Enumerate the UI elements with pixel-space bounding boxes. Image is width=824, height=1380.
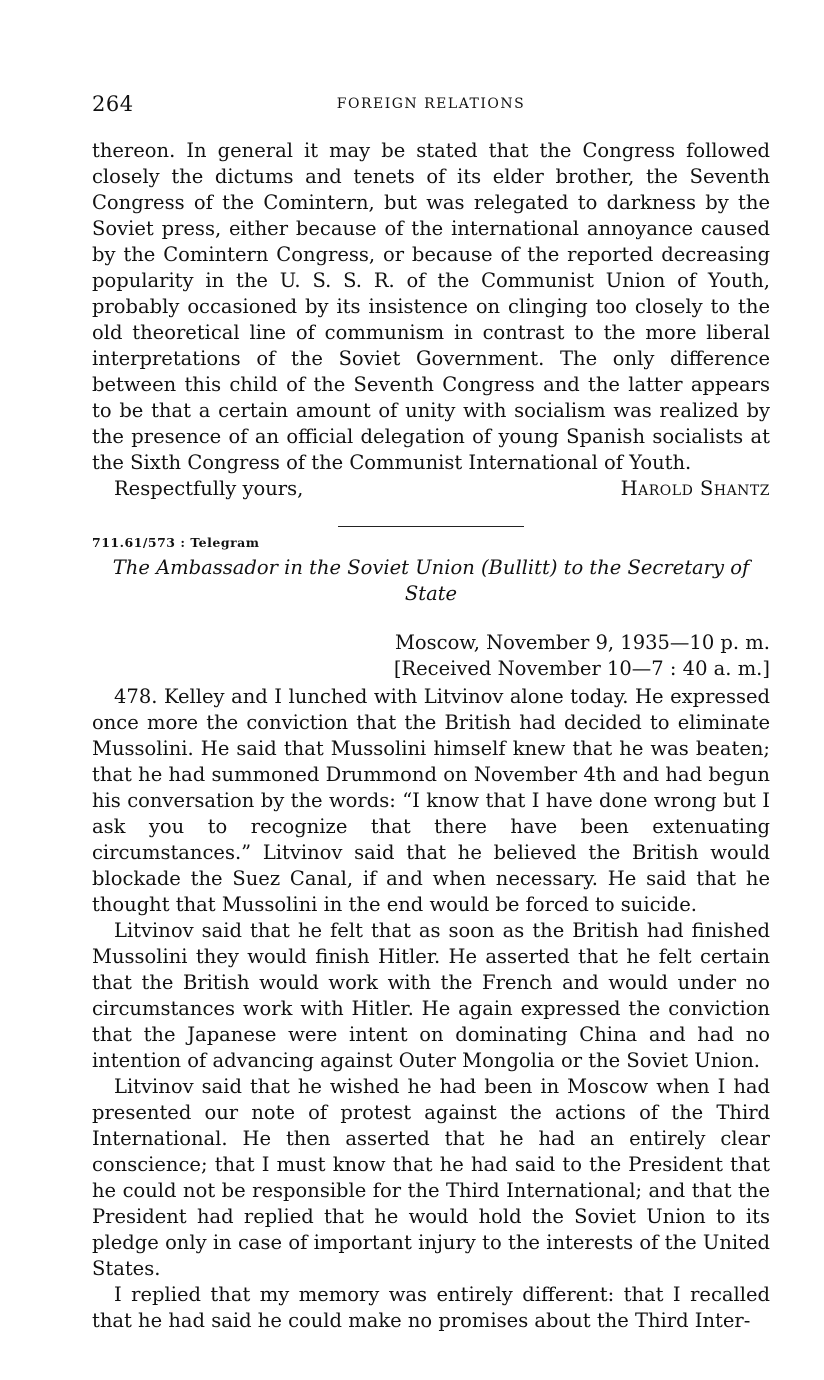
continuation-paragraph: thereon. In general it may be stated that the Congress followed closely the dictums and tenets of its elder brother, the Seventh Congress of the Comintern, but was relegated to darkness by the Soviet press, either because of the international annoyance caused by the Comintern Congress, or because of the reported decreasing popularity in the U. S. S. R. of the Communist Union of Youth, probably occasioned by its insistence on clinging too closely to the old theoretical line of communism in contrast to the more liberal interpretations of the Soviet Government. The only difference between this child of the Seventh Congress and the latter appears to be that a certain amount of unity with socialism was realized by the presence of an official delegation of young Spanish socialists at the Sixth Congress of the Communist International of Youth. xyxy=(92,139,770,474)
running-head: FOREIGN RELATIONS xyxy=(336,96,526,112)
signature: Harold Shantz xyxy=(620,477,770,500)
section-divider xyxy=(338,526,524,527)
body-paragraph: 478. Kelley and I lunched with Litvinov alone today. He expressed once more the conviction that the British had decided to eliminate Mussolini. He said that Mussolini himself knew that he was beaten; that he had summoned Drummond on November 4th and had begun his conversation by the words: “I know that I have done wrong but I ask you to recognize that there have been extenuating circumstances.” Litvinov said that he believed the British would blockade the Suez Canal, if and when necessary. He said that he thought that Mussolini in the end would be forced to suicide. xyxy=(92,685,770,916)
received-line: [Received November 10—7 : 40 a. m.] xyxy=(393,657,770,680)
previous-document-continuation xyxy=(92,138,770,476)
document-title: The Ambassador in the Soviet Union (Bullitt) to the Secretary of State xyxy=(112,556,750,605)
letter-closing xyxy=(92,476,770,502)
body-paragraph: Litvinov said that he wished he had been in Moscow when I had presented our note of protest against the actions of the Third International. He then asserted that he had an entirely clear conscience; that I must know that he had said to the President that he could not be responsible for the Third International; and that the President had replied that he would hold the Soviet Union to its pledge only in case of important injury to the interests of the United States. xyxy=(92,1075,770,1280)
file-reference: 711.61/573 : Telegram xyxy=(92,535,260,550)
dateline: Moscow, November 9, 1935—10 p. m. xyxy=(394,631,770,654)
closing-phrase: Respectfully yours, xyxy=(114,477,304,500)
page-header xyxy=(92,92,770,118)
dateline-block xyxy=(394,630,770,682)
body-paragraph: I replied that my memory was entirely different: that I recalled that he had said he could make no promises about the Third Inter- xyxy=(92,1283,770,1332)
body-paragraph: Litvinov said that he felt that as soon as the British had finished Mussolini they would finish Hitler. He asserted that he felt certain that the British would work with the French and would under no circumstances work with Hitler. He again expressed the conviction that the Japanese were intent on dominating China and had no intention of advancing against Outer Mongolia or the Soviet Union. xyxy=(92,919,770,1072)
telegram-body xyxy=(92,684,770,1334)
page-number: 264 xyxy=(92,92,134,116)
